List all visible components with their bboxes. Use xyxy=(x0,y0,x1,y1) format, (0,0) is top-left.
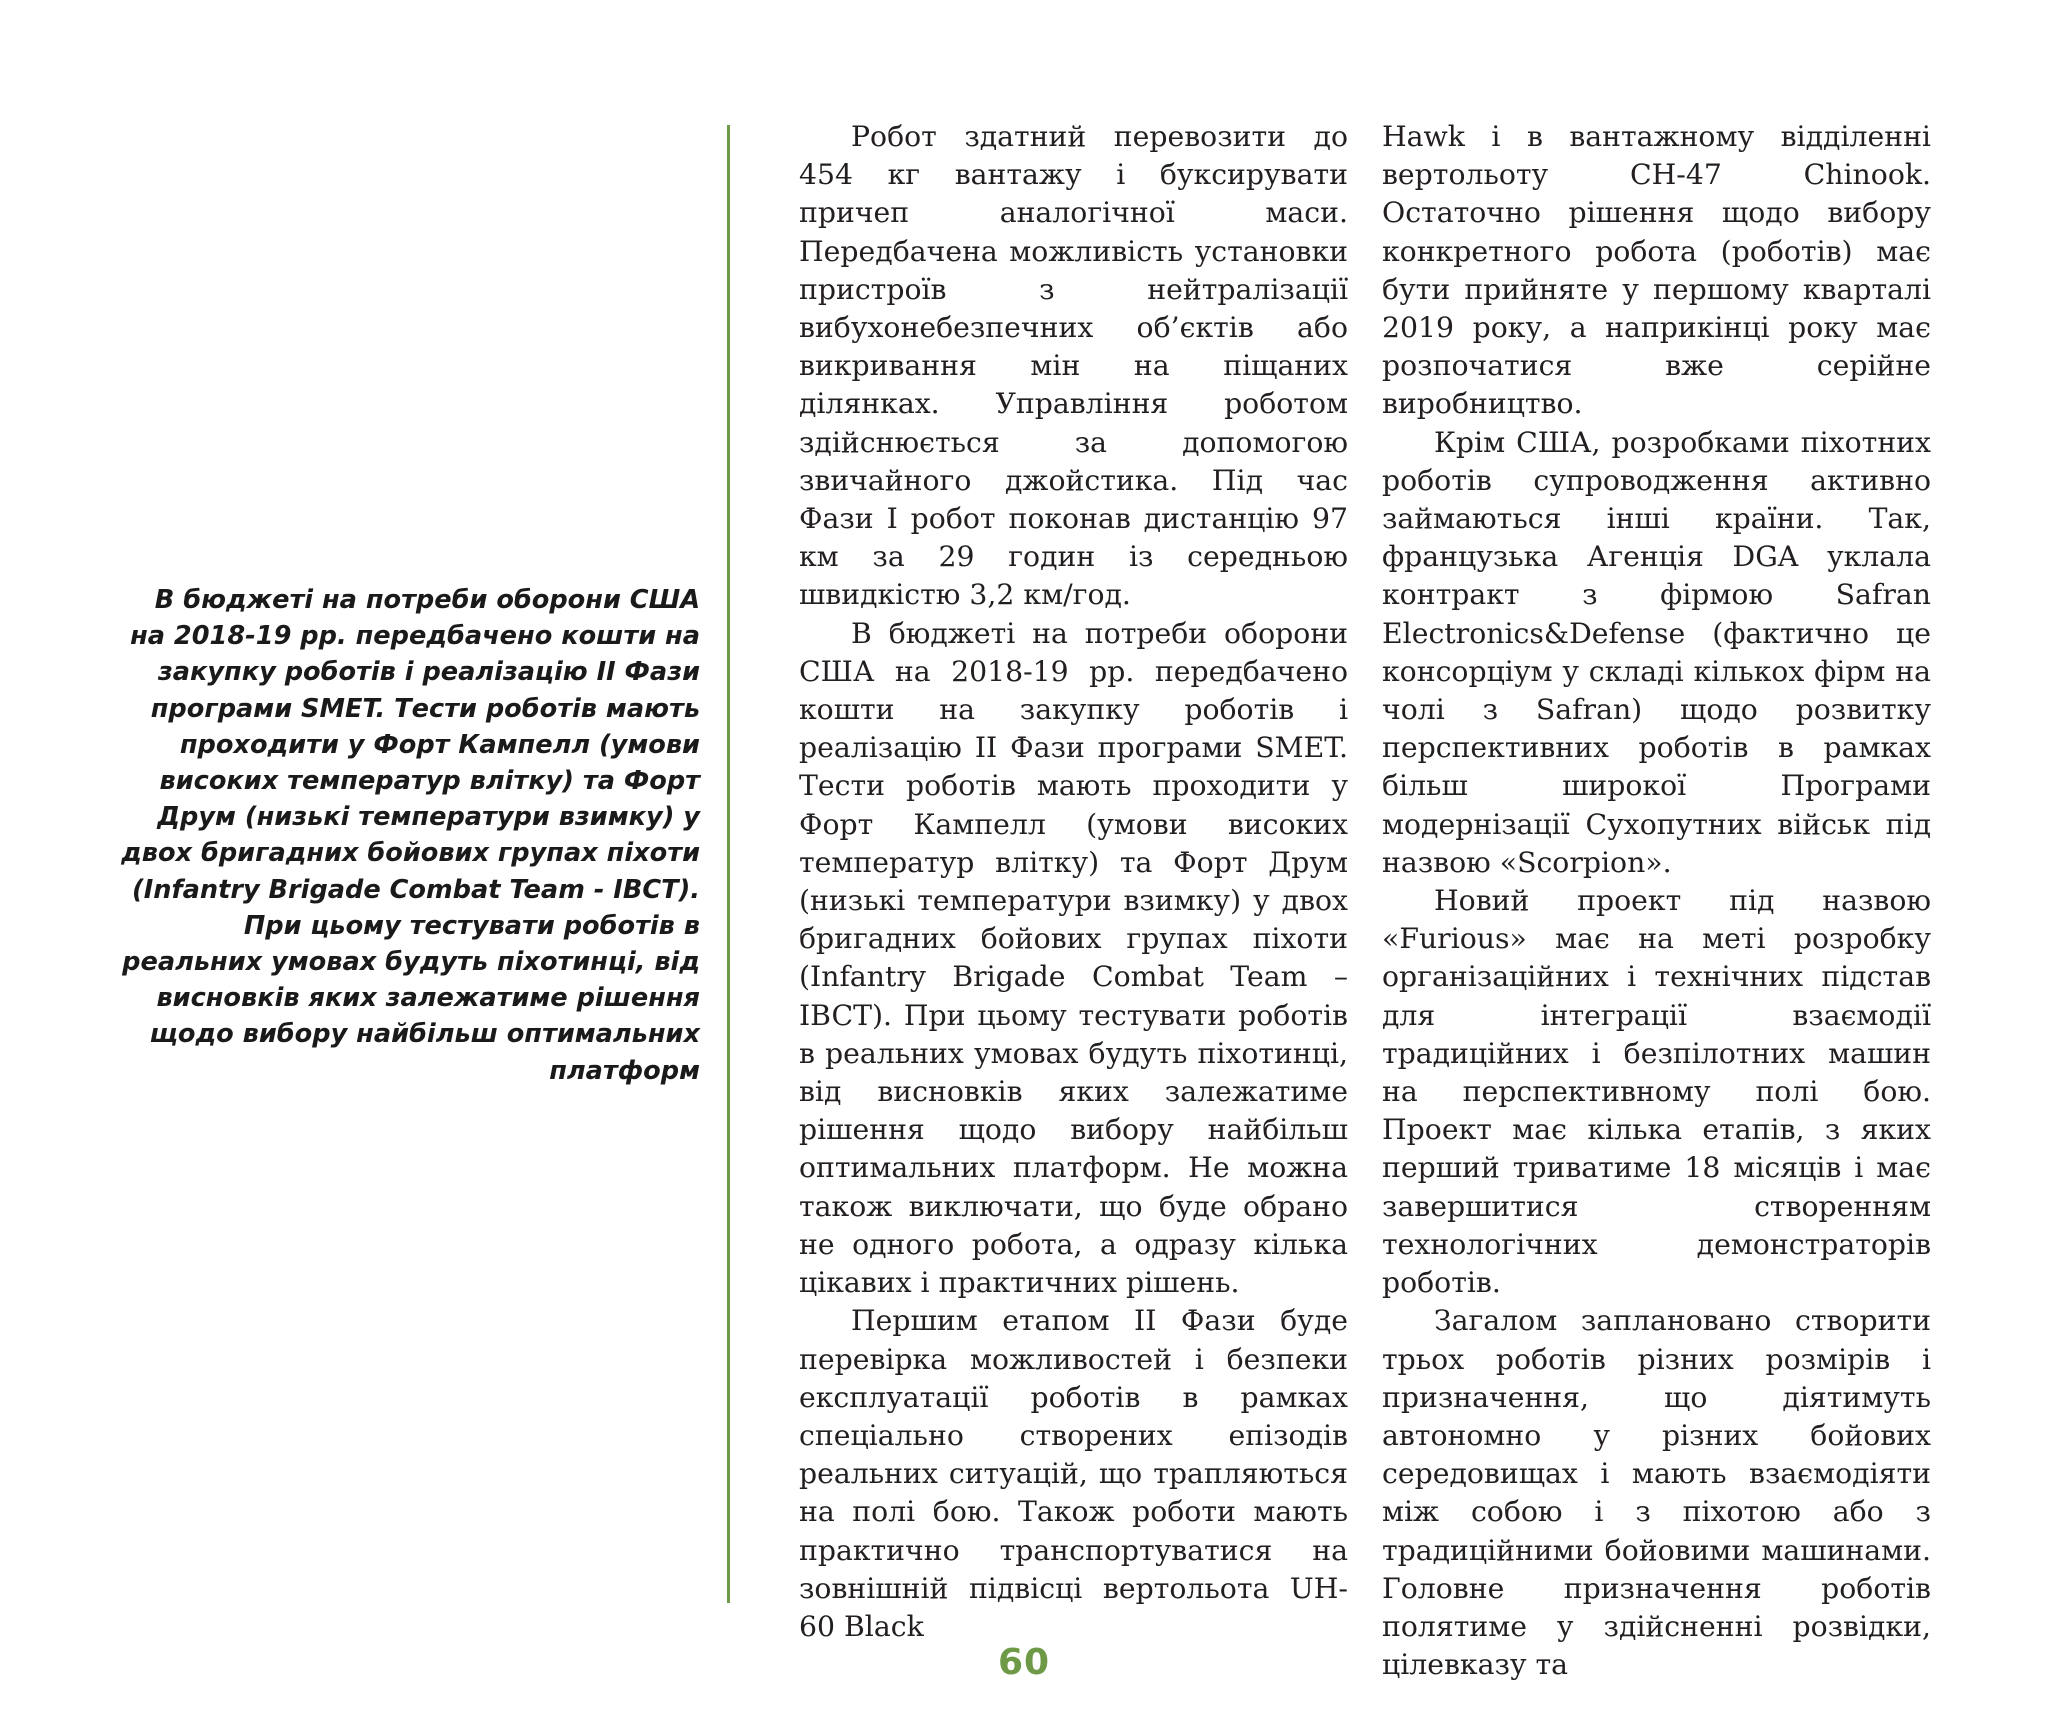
page-number: 60 xyxy=(997,1642,1051,1683)
paragraph: Загалом заплановано створити трьох роботів різних розмірів і призначення, що діятимуть автономно у різних бойових середовищах і мають взаємодіяти між собою і з піхотою або з традиційними бойовими машинами. Головне призначення роботів полятиме у здійсненні розвідки, цілевказу та xyxy=(1382,1304,1931,1682)
paragraph: Робот здатний перевозити до 454 кг вантажу і буксирувати причеп аналогічної маси. Передбачена можливість установки пристроїв з нейтралізації вибухонебезпечних об’єктів або викривання мін на піщаних ділянках. Управління роботом здійснюється за допомогою звичайного джойстика. Під час Фази І робот поконав дистанцію 97 км за 29 годин із середньою швидкістю 3,2 км/год. xyxy=(799,120,1348,612)
paragraph: Першим етапом ІІ Фази буде перевірка можливостей і безпеки експлуатації роботів в рамках спеціально створених епізодів реальних ситуацій, що трапляються на полі бою. Також роботи мають практично транспортуватися на зовнішній підвісці вертольота UH-60 Black xyxy=(799,1304,1348,1643)
paragraph-continuation: Hawk і в вантажному відділенні вертольоту CH-47 Chinook. Остаточно рішення щодо вибору конкретного робота (роботів) має бути прийняте у першому кварталі 2019 року, а наприкінці року має розпочатися вже серійне виробництво. xyxy=(1382,120,1931,421)
paragraph: В бюджеті на потреби оборони США на 2018-19 рр. передбачено кошти на закупку роботів і реалізацію ІІ Фази програми SMET. Тести роботів мають проходити у Форт Кампелл (умови високих температур влітку) та Форт Друм (низькі температури взимку) у двох бригадних бойових групах піхоти (Infantry Brigade Combat Team – IBCT). При цьому тестувати роботів в реальних умовах будуть піхотинці, від висновків яких залежатиме рішення щодо вибору найбільш оптимальних платформ. Не можна також виключати, що буде обрано не одного робота, а одразу кілька цікавих і практичних рішень. xyxy=(799,616,1348,1300)
pull-quote: В бюджеті на потреби оборони США на 2018-19 рр. передбачено кошти на закупку роботів і реалізацію ІІ Фази програми SMET. Тести роботів мають проходити у Форт Кампелл (умови високих температур влітку) та Форт Друм (низькі температури взимку) у двох бригадних бойових групах піхоти (Infantry Brigade Combat Team - IBCT). При цьому тестувати роботів в реальних умовах будуть піхотинці, від висновків яких залежатиме рішення щодо вибору найбільш оптимальних платформ xyxy=(121,585,700,1086)
paragraph: Новий проект під назвою «Furious» має на меті розробку організаційних і технічних підстав для інтеграції взаємодії традиційних і безпілотних машин на перспективному полі бою. Проект має кілька етапів, з яких перший триватиме 18 місяців і має завершитися створенням технологічних демонстраторів роботів. xyxy=(1382,884,1931,1300)
text-column-2 xyxy=(1382,118,1931,1684)
paragraph: Крім США, розробками піхотних роботів супроводження активно займаються інші країни. Так, французька Агенція DGA уклала контракт з фірмою Safran Electronics&Defense (фактично це консорціум у складі кількох фірм на чолі з Safran) щодо розвитку перспективних роботів в рамках більш широкої Програми модернізації Сухопутних військ під назвою «Scorpion». xyxy=(1382,425,1931,879)
column-divider xyxy=(727,125,730,1603)
text-column-1 xyxy=(799,118,1348,1646)
